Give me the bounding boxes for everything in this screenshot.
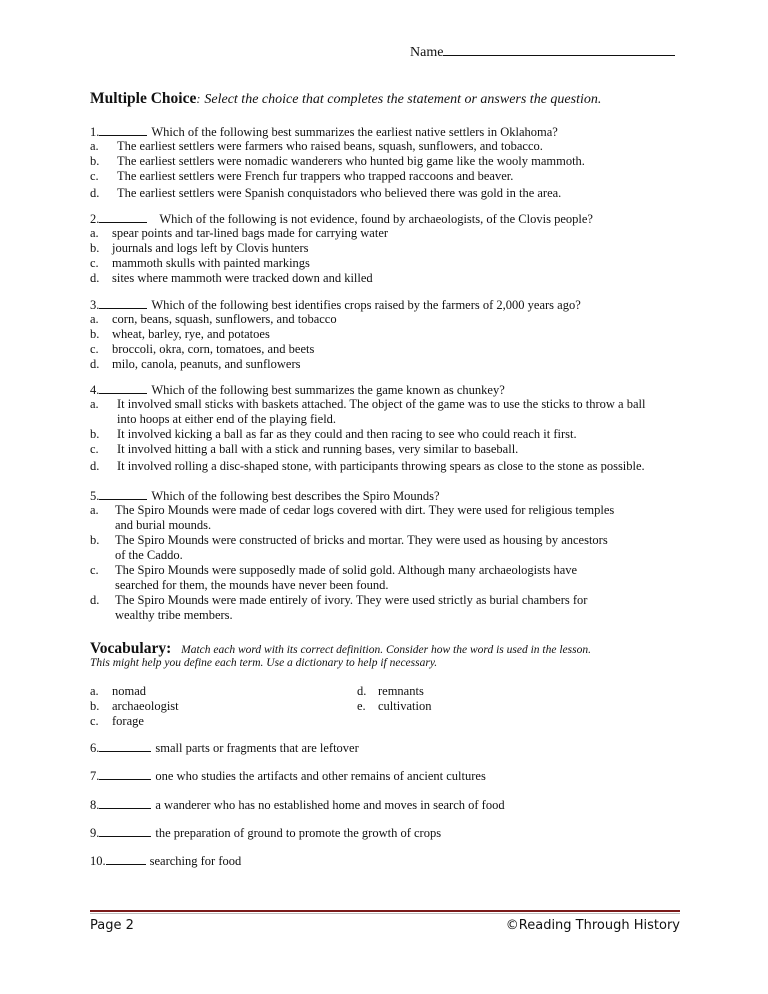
option-text: The earliest settlers were farmers who raised beans, squash, sunflowers, and tobacco. [117,139,543,153]
option-letter: a. [90,226,99,240]
option-letter: d. [90,357,100,371]
option-letter: c. [90,442,99,456]
option-letter: c. [90,169,99,183]
question-3 [90,297,581,313]
option-text: It involved small sticks with baskets attached. The object of the game was to use the sticks to throw a ball [117,397,646,411]
option-text: The earliest settlers were French fur trappers who trapped raccoons and beaver. [117,169,514,183]
question-4 [90,382,505,398]
definition-6 [90,740,359,756]
option-text: It involved hitting a ball with a stick and running bases, very similar to baseball. [117,442,519,456]
answer-blank[interactable] [99,124,147,136]
option-text: wheat, barley, rye, and potatoes [112,327,270,341]
option-text: wealthy tribe members. [115,608,233,622]
option-text: milo, canola, peanuts, and sunflowers [112,357,301,371]
vocab-instructions-2: This might help you define each term. Use a dictionary to help if necessary. [90,657,438,669]
definition-text: the preparation of ground to promote the growth of crops [155,826,442,840]
vocab-word-archaeologist: archaeologist [112,699,179,713]
definition-number: 8. [90,798,100,812]
mc-colon: : [196,92,201,106]
answer-blank[interactable] [99,488,147,500]
answer-blank[interactable] [99,768,151,780]
option-letter: b. [90,533,100,547]
question-number: 2. [90,212,100,226]
option-letter: b. [90,327,100,341]
option-text: It involved rolling a disc-shaped stone, with participants throwing spears as close to the stone as possible. [117,459,645,473]
definition-7 [90,768,486,784]
definition-number: 10. [90,854,106,868]
question-number: 4. [90,383,100,397]
option-text: broccoli, okra, corn, tomatoes, and beets [112,342,315,356]
mc-title: Multiple Choice [90,90,197,107]
definition-9 [90,825,441,841]
definition-number: 9. [90,826,100,840]
option-letter: d. [90,271,100,285]
answer-blank[interactable] [99,825,151,837]
option-letter: a. [90,397,99,411]
option-letter: b. [90,241,100,255]
question-text: Which of the following best summarizes the earliest native settlers in Oklahoma? [151,125,558,139]
option-letter: d. [90,459,100,473]
definition-8 [90,797,505,813]
option-text: The Spiro Mounds were made entirely of ivory. They were used strictly as burial chambers for [115,593,588,607]
definition-number: 7. [90,769,100,783]
question-5 [90,488,440,504]
vocab-word-nomad: nomad [112,684,147,698]
definition-text: one who studies the artifacts and other remains of ancient cultures [155,769,486,783]
option-text: The Spiro Mounds were supposedly made of solid gold. Although many archaeologists have [115,563,578,577]
name-label: Name [410,45,444,60]
option-letter: c. [90,342,99,356]
question-1 [90,124,558,140]
option-letter: d. [90,186,100,200]
copyright: ©Reading Through History [505,918,680,933]
mc-heading [90,90,601,108]
name-blank[interactable] [443,44,675,56]
option-text: mammoth skulls with painted markings [112,256,310,270]
definition-text: searching for food [149,854,242,868]
mc-instructions: Select the choice that completes the statement or answers the question. [204,92,602,107]
question-number: 1. [90,125,100,139]
vocab-word-cultivation: cultivation [378,699,432,713]
question-number: 3. [90,298,100,312]
option-letter: a. [90,139,99,153]
option-text: searched for them, the mounds have never been found. [115,578,389,592]
question-text: Which of the following best describes the Spiro Mounds? [151,489,440,503]
option-text: journals and logs left by Clovis hunters [112,241,309,255]
answer-blank[interactable] [99,211,147,223]
definition-number: 6. [90,741,100,755]
answer-blank[interactable] [106,853,146,865]
vocab-word-forage: forage [112,714,144,728]
vocab-letter: b. [90,699,100,713]
vocab-heading [90,640,591,658]
option-letter: a. [90,312,99,326]
question-text: Which of the following best identifies crops raised by the farmers of 2,000 years ago? [151,298,581,312]
vocab-letter: c. [90,714,99,728]
name-field[interactable] [410,44,675,61]
answer-blank[interactable] [99,382,147,394]
answer-blank[interactable] [99,740,151,752]
option-letter: d. [90,593,100,607]
option-text: sites where mammoth were tracked down and killed [112,271,373,285]
vocab-instructions-1: Match each word with its correct definition. Consider how the word is used in the lesson. [181,644,591,656]
option-text: spear points and tar-lined bags made for carrying water [112,226,389,240]
vocab-letter: d. [357,684,367,698]
option-text: of the Caddo. [115,548,183,562]
definition-text: small parts or fragments that are leftover [155,741,359,755]
question-text: Which of the following is not evidence, found by archaeologists, of the Clovis people? [159,212,593,226]
option-letter: c. [90,563,99,577]
option-letter: b. [90,154,100,168]
page-number: Page 2 [90,918,134,933]
option-text: The earliest settlers were Spanish conquistadors who believed there was gold in the area. [117,186,562,200]
vocab-letter: e. [357,699,366,713]
option-text: The Spiro Mounds were made of cedar logs covered with dirt. They were used for religious temples [115,503,615,517]
definition-text: a wanderer who has no established home and moves in search of food [155,798,505,812]
footer-rule [90,910,680,912]
vocab-letter: a. [90,684,99,698]
option-text: corn, beans, squash, sunflowers, and tobacco [112,312,337,326]
option-text: It involved kicking a ball as far as they could and then racing to see who could reach it first. [117,427,577,441]
option-text: and burial mounds. [115,518,212,532]
question-text: Which of the following best summarizes the game known as chunkey? [151,383,505,397]
question-2 [90,211,593,227]
option-text: The Spiro Mounds were constructed of bricks and mortar. They were used as housing by ancestors [115,533,608,547]
option-letter: b. [90,427,100,441]
definition-10 [90,853,241,869]
option-text: The earliest settlers were nomadic wanderers who hunted big game like the wooly mammoth. [117,154,585,168]
vocab-word-remnants: remnants [378,684,424,698]
vocab-title: Vocabulary: [90,640,172,657]
option-letter: c. [90,256,99,270]
footer-rule-thin [90,913,680,914]
option-letter: a. [90,503,99,517]
option-text: into hoops at either end of the playing field. [117,412,337,426]
question-number: 5. [90,489,100,503]
answer-blank[interactable] [99,797,151,809]
answer-blank[interactable] [99,297,147,309]
